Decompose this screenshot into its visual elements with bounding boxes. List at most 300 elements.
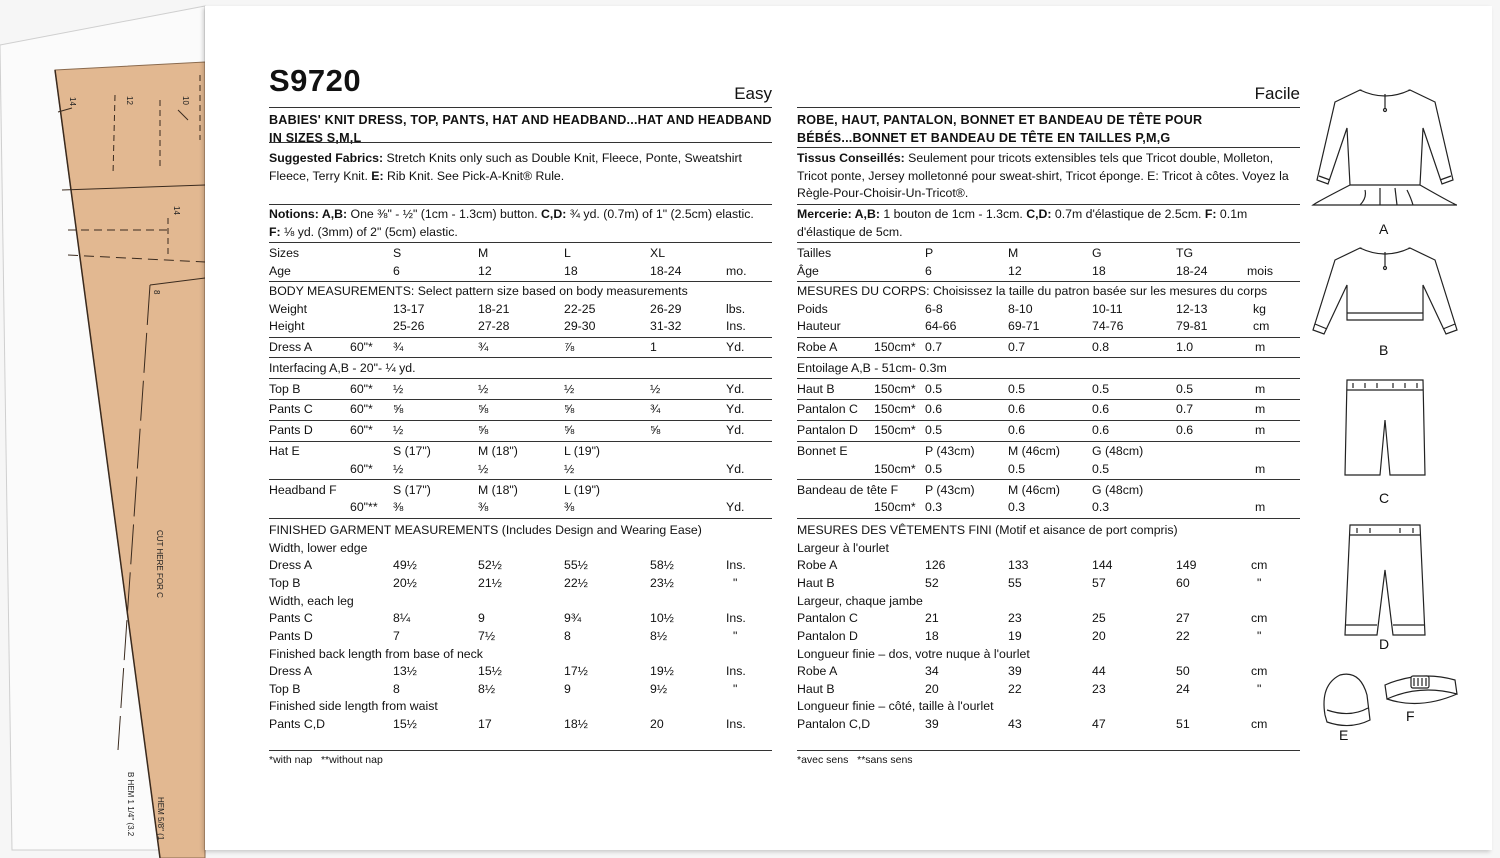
pants-d-unit: Yd. — [726, 423, 745, 437]
fin-dress-a-value-fr: 144 — [1092, 558, 1113, 572]
difficulty-level: Easy — [734, 84, 772, 103]
fin-pants-d-value-fr: 18 — [925, 629, 939, 643]
size-col-3-fr: G — [1092, 246, 1102, 260]
divider — [269, 107, 772, 108]
pants-d-illustration — [1345, 525, 1425, 635]
fin-pants-c-value: 10½ — [650, 611, 674, 625]
weight-value: 22-25 — [564, 302, 596, 316]
pants-d-yardage: ⅝ — [478, 423, 489, 437]
dress-a-width-fr: 150cm* — [874, 340, 916, 354]
fabrics-e-label: E: — [371, 168, 384, 183]
fin-pants-d-value: 8½ — [650, 629, 668, 643]
height-unit: Ins. — [726, 319, 746, 333]
height-value: 29-30 — [564, 319, 596, 333]
headband-f-size-fr: G (48cm) — [1092, 483, 1144, 497]
top-b-label: Top B — [269, 382, 301, 396]
fin-pants-c-value-fr: 21 — [925, 611, 939, 625]
top-b-yardage: ½ — [564, 382, 575, 396]
sizes-label-fr: Tailles — [797, 246, 832, 260]
interfacing-fr: Entoilage A,B - 51cm- 0.3m — [797, 361, 947, 375]
divider — [269, 420, 772, 421]
body-measurements — [269, 284, 688, 298]
headband-f-yardage: ⅜ — [564, 500, 575, 514]
divider — [269, 399, 772, 400]
dress-a-yardage: ¾ — [393, 340, 404, 354]
fin-back-dress-a-unit-fr: cm — [1251, 664, 1268, 678]
hat-e-size: L (19") — [564, 444, 601, 458]
fabrics-label: Suggested Fabrics: — [269, 151, 384, 165]
divider — [797, 107, 1300, 108]
divider — [269, 750, 772, 751]
top-b-yardage: ½ — [650, 382, 661, 396]
fin-pants-d-value: 8 — [564, 629, 571, 643]
divider — [269, 441, 772, 442]
headband-f-label: Headband F — [269, 483, 337, 497]
fin-back-dress-a-value: 15½ — [478, 664, 502, 678]
hat-e-yardage: ½ — [564, 462, 575, 476]
top-b-yardage-fr: 0.5 — [1092, 382, 1110, 396]
headband-f-unit-fr: m — [1255, 500, 1266, 514]
notions-cd: C,D: — [541, 207, 567, 221]
top-b-yardage: ½ — [393, 382, 404, 396]
divider — [269, 518, 772, 519]
fin-dress-a-unit: Ins. — [726, 558, 746, 572]
pants-d-yardage-fr: 0.5 — [925, 423, 943, 437]
headband-f-yardage-fr: 0.3 — [1092, 500, 1110, 514]
fin-pants-c-value-fr: 25 — [1092, 611, 1106, 625]
footnote-fr: *avec sens **sans sens — [797, 754, 913, 766]
fin-back-top-b-label: Top B — [269, 682, 301, 696]
age-col-1: 6 — [393, 264, 400, 278]
pants-d-width: 60"* — [350, 423, 373, 437]
headband-f-width: 60"** — [350, 500, 378, 514]
fin-pants-cd-label-fr: Pantalon C,D — [797, 717, 871, 731]
fin-back-dress-a-value: 17½ — [564, 664, 588, 678]
fin-pants-c-label-fr: Pantalon C — [797, 611, 858, 625]
pants-d-label-fr: Pantalon D — [797, 423, 858, 437]
age-unit-fr: mois — [1247, 264, 1273, 278]
fin-top-b-label: Top B — [269, 576, 301, 590]
fin-pants-d-label: Pants D — [269, 629, 313, 643]
fin-pants-cd-label: Pants C,D — [269, 717, 326, 731]
body-label: BODY MEASUREMENTS: — [269, 284, 415, 298]
fin-top-b-value: 22½ — [564, 576, 588, 590]
notions-label-fr: Mercerie: — [797, 207, 852, 221]
age-col-4-fr: 18-24 — [1176, 264, 1208, 278]
fin-pants-c-value-fr: 27 — [1176, 611, 1190, 625]
hat-e-label: Hat E — [269, 444, 300, 458]
top-b-yardage-fr: 0.5 — [925, 382, 943, 396]
headband-f-yardage: ⅜ — [478, 500, 489, 514]
fin-dress-a-value: 58½ — [650, 558, 674, 572]
notions-cd-fr: C,D: — [1026, 207, 1052, 221]
sizes-label: Sizes — [269, 246, 300, 260]
age-label: Age — [269, 264, 291, 278]
pants-d-yardage-fr: 0.6 — [1092, 423, 1110, 437]
dress-a-yardage-fr: 0.7 — [925, 340, 943, 354]
divider — [269, 142, 772, 143]
dress-a-yardage: 1 — [650, 340, 657, 354]
fin-top-b-label-fr: Haut B — [797, 576, 835, 590]
fin-back-dress-a-unit: Ins. — [726, 664, 746, 678]
dress-a-label: Dress A — [269, 340, 313, 354]
pants-c-width-fr: 150cm* — [874, 402, 916, 416]
fin-top-b-value: 20½ — [393, 576, 417, 590]
hat-e-size-fr: M (46cm) — [1008, 444, 1060, 458]
divider — [269, 281, 772, 282]
fin-top-b-unit: " — [733, 576, 738, 590]
fin-pants-d-value-fr: 20 — [1092, 629, 1106, 643]
fin-top-b-unit-fr: " — [1257, 576, 1262, 590]
pattern-mark-size-1: 14 — [68, 97, 77, 106]
hat-e-label-fr: Bonnet E — [797, 444, 848, 458]
age-col-2: 12 — [478, 264, 492, 278]
fin-back-top-b-unit-fr: " — [1257, 682, 1262, 696]
weight-value: 26-29 — [650, 302, 682, 316]
fin-pants-c-unit: Ins. — [726, 611, 746, 625]
weight-unit: lbs. — [726, 302, 746, 316]
fin-top-b-value-fr: 57 — [1092, 576, 1106, 590]
figure-label-d: D — [1379, 636, 1390, 652]
fin-pants-d-unit-fr: " — [1257, 629, 1262, 643]
fin-dress-a-value: 52½ — [478, 558, 502, 572]
headband-f-size: L (19") — [564, 483, 601, 497]
fin-back-top-b-value-fr: 20 — [925, 682, 939, 696]
pants-d-yardage: ⅝ — [564, 423, 575, 437]
divider — [797, 242, 1300, 243]
divider — [797, 518, 1300, 519]
top-b-yardage: ½ — [478, 382, 489, 396]
body-measurements-fr — [797, 284, 1267, 298]
pattern-title: BABIES' KNIT DRESS, TOP, PANTS, HAT AND HEADBAND...HAT AND HEADBAND IN SIZES S,M,L — [269, 113, 772, 145]
fin-pants-cd-value: 18½ — [564, 717, 588, 731]
notions-ab-fr: A,B: — [851, 207, 880, 221]
top-b-unit: Yd. — [726, 382, 745, 396]
height-value-fr: 74-76 — [1092, 319, 1124, 333]
fin-dress-a-label-fr: Robe A — [797, 558, 838, 572]
fin-top-b-value-fr: 52 — [925, 576, 939, 590]
pants-d-yardage-fr: 0.6 — [1008, 423, 1026, 437]
pattern-mark-cut-here: CUT HERE FOR C — [155, 530, 164, 598]
top-b-unit-fr: m — [1255, 382, 1266, 396]
age-unit: mo. — [726, 264, 747, 278]
fin-top-b-value: 23½ — [650, 576, 674, 590]
height-value: 31-32 — [650, 319, 682, 333]
headband-f-label-fr: Bandeau de tête F — [797, 483, 899, 497]
age-col-2-fr: 12 — [1008, 264, 1022, 278]
pants-d-yardage: ½ — [393, 423, 404, 437]
notions-text-3: ⅛ yd. (3mm) of 2" (5cm) elastic. — [280, 224, 458, 239]
notions-label: Notions: — [269, 207, 319, 221]
fin-back-top-b-unit: " — [733, 682, 738, 696]
pants-c-unit-fr: m — [1255, 402, 1266, 416]
notions-f-fr: F: — [1204, 207, 1217, 221]
divider — [797, 399, 1300, 400]
pants-c-yardage: ⅝ — [393, 402, 404, 416]
width-each-leg: Width, each leg — [269, 594, 354, 608]
size-col-2: M — [478, 246, 489, 260]
pants-c-width: 60"* — [350, 402, 373, 416]
height-value: 27-28 — [478, 319, 510, 333]
pants-c-yardage-fr: 0.6 — [925, 402, 943, 416]
headband-f-yardage-fr: 0.3 — [1008, 500, 1026, 514]
pants-c-label: Pants C — [269, 402, 313, 416]
hat-e-width: 60"* — [350, 462, 373, 476]
notions-text-2: ¾ yd. (0.7m) of 1" (2.5cm) elastic. — [566, 207, 754, 221]
fin-dress-a-value-fr: 126 — [925, 558, 946, 572]
fin-back-top-b-value-fr: 23 — [1092, 682, 1106, 696]
pattern-mark-b-hem: B HEM 1 1/4" (3.2 — [126, 772, 135, 837]
headband-f-width-fr: 150cm* — [874, 500, 916, 514]
hat-e-size-fr: P (43cm) — [925, 444, 975, 458]
interfacing: Interfacing A,B - 20"- ¼ yd. — [269, 361, 416, 375]
size-col-3: L — [564, 246, 571, 260]
weight-value-fr: 12-13 — [1176, 302, 1208, 316]
fin-top-b-value-fr: 55 — [1008, 576, 1022, 590]
hat-e-yardage: ½ — [393, 462, 404, 476]
finished-header: FINISHED GARMENT MEASUREMENTS (Includes Design and Wearing Ease) — [269, 523, 702, 537]
height-label: Height — [269, 319, 305, 333]
divider — [269, 479, 772, 480]
fin-pants-cd-value: 15½ — [393, 717, 417, 731]
fin-pants-c-value: 9¾ — [564, 611, 582, 625]
fin-pants-cd-value-fr: 47 — [1092, 717, 1106, 731]
dress-a-unit-fr: m — [1255, 340, 1266, 354]
fin-back-dress-a-value: 13½ — [393, 664, 417, 678]
divider — [269, 378, 772, 379]
hat-e-unit: Yd. — [726, 462, 745, 476]
divider — [269, 204, 772, 205]
top-b-width-fr: 150cm* — [874, 382, 916, 396]
hat-e-yardage: ½ — [478, 462, 489, 476]
fin-pants-c-value: 9 — [478, 611, 485, 625]
fin-top-b-value-fr: 60 — [1176, 576, 1190, 590]
fin-pants-c-unit-fr: cm — [1251, 611, 1268, 625]
pattern-mark-size-3: 10 — [181, 96, 190, 105]
weight-value: 13-17 — [393, 302, 425, 316]
dress-a-yardage-fr: 1.0 — [1176, 340, 1194, 354]
figure-label-a: A — [1379, 221, 1389, 237]
headband-f-unit: Yd. — [726, 500, 745, 514]
top-b-label-fr: Haut B — [797, 382, 835, 396]
fin-back-dress-a-value-fr: 44 — [1092, 664, 1106, 678]
divider — [797, 337, 1300, 338]
fin-pants-d-value-fr: 22 — [1176, 629, 1190, 643]
garment-illustrations — [1305, 80, 1475, 760]
fin-dress-a-value-fr: 133 — [1008, 558, 1029, 572]
divider — [269, 337, 772, 338]
notions-text-1-fr: 1 bouton de 1cm - 1.3cm. — [879, 207, 1027, 221]
pants-c-yardage: ⅝ — [564, 402, 575, 416]
fin-dress-a-value: 55½ — [564, 558, 588, 572]
fin-dress-a-value-fr: 149 — [1176, 558, 1197, 572]
dress-a-width: 60"* — [350, 340, 373, 354]
fin-pants-d-value-fr: 19 — [1008, 629, 1022, 643]
fin-back-top-b-value: 8 — [393, 682, 400, 696]
fin-pants-c-value-fr: 23 — [1008, 611, 1022, 625]
weight-label-fr: Poids — [797, 302, 828, 316]
size-col-1: S — [393, 246, 402, 260]
fin-pants-cd-unit-fr: cm — [1251, 717, 1268, 731]
hat-e-width-fr: 150cm* — [874, 462, 916, 476]
figure-label-b: B — [1379, 342, 1389, 358]
fin-pants-d-value: 7½ — [478, 629, 496, 643]
fin-dress-a-label: Dress A — [269, 558, 313, 572]
fin-pants-c-value: 8¼ — [393, 611, 411, 625]
fin-back-dress-a-value-fr: 50 — [1176, 664, 1190, 678]
pattern-mark-size-4: 14 — [172, 206, 181, 215]
dress-a-illustration — [1313, 90, 1457, 205]
hat-e-size: M (18") — [478, 444, 518, 458]
width-each-leg-fr: Largeur, chaque jambe — [797, 594, 923, 608]
pants-d-label: Pants D — [269, 423, 313, 437]
fin-back-dress-a-label: Dress A — [269, 664, 313, 678]
fabrics-text-2: Rib Knit. See Pick-A-Knit® Rule. — [383, 168, 565, 183]
age-col-4: 18-24 — [650, 264, 682, 278]
back-length: Finished back length from base of neck — [269, 647, 483, 661]
height-value-fr: 64-66 — [925, 319, 957, 333]
figure-label-f: F — [1406, 708, 1415, 724]
figure-label-e: E — [1339, 727, 1349, 743]
pants-c-yardage: ⅝ — [478, 402, 489, 416]
notions-text-1: One ⅜" - ½" (1cm - 1.3cm) button. — [347, 207, 542, 221]
divider — [797, 750, 1300, 751]
divider — [797, 441, 1300, 442]
fin-pants-cd-value-fr: 43 — [1008, 717, 1022, 731]
age-col-1-fr: 6 — [925, 264, 932, 278]
figure-label-c: C — [1379, 490, 1390, 506]
pants-d-yardage-fr: 0.6 — [1176, 423, 1194, 437]
fin-pants-cd-unit: Ins. — [726, 717, 746, 731]
hat-e-size: S (17") — [393, 444, 431, 458]
fabrics-label-fr: Tissus Conseillés: — [797, 151, 905, 165]
body-label-fr: MESURES DU CORPS: — [797, 284, 930, 298]
divider — [797, 357, 1300, 358]
dress-a-label-fr: Robe A — [797, 340, 838, 354]
pants-d-unit-fr: m — [1255, 423, 1266, 437]
height-value-fr: 69-71 — [1008, 319, 1040, 333]
fin-pants-d-unit: " — [733, 629, 738, 643]
notions-fr — [797, 206, 1300, 241]
hat-e-illustration — [1324, 674, 1370, 725]
dress-a-yardage: ⅞ — [564, 340, 575, 354]
divider — [797, 479, 1300, 480]
hat-e-yardage-fr: 0.5 — [925, 462, 943, 476]
pants-d-width-fr: 150cm* — [874, 423, 916, 437]
height-value: 25-26 — [393, 319, 425, 333]
height-label-fr: Hauteur — [797, 319, 841, 333]
top-b-illustration — [1313, 248, 1457, 334]
top-b-width: 60"* — [350, 382, 373, 396]
side-length: Finished side length from waist — [269, 699, 438, 713]
pattern-mark-hem: HEM 5/8" (1 — [156, 797, 165, 841]
divider — [797, 420, 1300, 421]
width-lower-edge: Width, lower edge — [269, 541, 368, 555]
fin-pants-cd-value-fr: 51 — [1176, 717, 1190, 731]
fin-back-top-b-label-fr: Haut B — [797, 682, 835, 696]
headband-f-size-fr: M (46cm) — [1008, 483, 1060, 497]
height-value-fr: 79-81 — [1176, 319, 1208, 333]
pants-c-yardage: ¾ — [650, 402, 661, 416]
difficulty-level-fr: Facile — [1254, 84, 1300, 103]
weight-unit-fr: kg — [1253, 302, 1266, 316]
notions-f: F: — [269, 224, 281, 239]
dress-a-yardage-fr: 0.7 — [1008, 340, 1026, 354]
fin-back-dress-a-value: 19½ — [650, 664, 674, 678]
fin-top-b-value: 21½ — [478, 576, 502, 590]
fin-back-top-b-value: 9 — [564, 682, 571, 696]
hat-e-unit-fr: m — [1255, 462, 1266, 476]
divider — [797, 378, 1300, 379]
back-length-fr: Longueur finie – dos, votre nuque à l'ourlet — [797, 647, 1030, 661]
weight-value-fr: 6-8 — [925, 302, 943, 316]
pattern-mark-size-5: 8 — [152, 290, 161, 295]
fin-pants-d-value: 7 — [393, 629, 400, 643]
fin-pants-d-label-fr: Pantalon D — [797, 629, 858, 643]
size-col-2-fr: M — [1008, 246, 1019, 260]
divider — [269, 357, 772, 358]
pants-c-yardage-fr: 0.7 — [1176, 402, 1194, 416]
fin-back-dress-a-value-fr: 34 — [925, 664, 939, 678]
weight-label: Weight — [269, 302, 308, 316]
dress-a-unit: Yd. — [726, 340, 745, 354]
size-col-1-fr: P — [925, 246, 934, 260]
hat-e-size-fr: G (48cm) — [1092, 444, 1144, 458]
notions — [269, 206, 772, 241]
height-unit-fr: cm — [1253, 319, 1270, 333]
headband-f-illustration — [1385, 676, 1457, 703]
divider — [797, 281, 1300, 282]
fin-back-top-b-value-fr: 22 — [1008, 682, 1022, 696]
size-col-4-fr: TG — [1176, 246, 1194, 260]
hat-e-yardage-fr: 0.5 — [1008, 462, 1026, 476]
pants-c-unit: Yd. — [726, 402, 745, 416]
fin-dress-a-value: 49½ — [393, 558, 417, 572]
headband-f-size: M (18") — [478, 483, 518, 497]
weight-value-fr: 10-11 — [1092, 302, 1123, 316]
fin-pants-c-label: Pants C — [269, 611, 313, 625]
weight-value-fr: 8-10 — [1008, 302, 1033, 316]
fin-pants-cd-value-fr: 39 — [925, 717, 939, 731]
fin-back-top-b-value-fr: 24 — [1176, 682, 1190, 696]
divider — [797, 204, 1300, 205]
age-label-fr: Âge — [797, 264, 819, 278]
side-length-fr: Longueur finie – côté, taille à l'ourlet — [797, 699, 994, 713]
weight-value: 18-21 — [478, 302, 510, 316]
dress-a-yardage: ¾ — [478, 340, 489, 354]
pants-c-yardage-fr: 0.6 — [1008, 402, 1026, 416]
divider — [269, 242, 772, 243]
headband-f-yardage-fr: 0.3 — [925, 500, 943, 514]
body-text: Select pattern size based on body measurements — [414, 284, 688, 298]
pattern-title-fr: ROBE, HAUT, PANTALON, BONNET ET BANDEAU DE TÊTE POUR BÉBÉS...BONNET ET BANDEAU DE TÊTE EN TAILLES P,M,G — [797, 113, 1203, 145]
fabrics-text: Stretch Knits only such as Double Knit, Fleece, Ponte, Sweatshirt Fleece, Terry Knit. — [269, 151, 742, 183]
fin-pants-cd-value: 17 — [478, 717, 492, 731]
width-lower-edge-fr: Largeur à l'ourlet — [797, 541, 889, 555]
fin-dress-a-unit-fr: cm — [1251, 558, 1268, 572]
dress-a-yardage-fr: 0.8 — [1092, 340, 1110, 354]
finished-header-fr: MESURES DES VÊTEMENTS FINI (Motif et aisance de port compris) — [797, 523, 1178, 537]
notions-ab: A,B: — [318, 207, 348, 221]
age-col-3: 18 — [564, 264, 578, 278]
fin-back-dress-a-label-fr: Robe A — [797, 664, 838, 678]
fin-pants-cd-value: 20 — [650, 717, 664, 731]
pants-c-illustration — [1345, 380, 1425, 475]
notions-text-3-fr: 0.1m d'élastique de 5cm. — [797, 207, 1248, 239]
suggested-fabrics-fr — [797, 150, 1300, 203]
fin-back-dress-a-value-fr: 39 — [1008, 664, 1022, 678]
fabrics-text-fr: Seulement pour tricots extensibles tels que Tricot double, Molleton, Tricot ponte, Jersey molletonné pour sweat-shirt, Tricot éponge. E: Tricot à côtes. Voyez la Règle-Pour-Choisir-Un-Tricot®. — [797, 151, 1289, 200]
